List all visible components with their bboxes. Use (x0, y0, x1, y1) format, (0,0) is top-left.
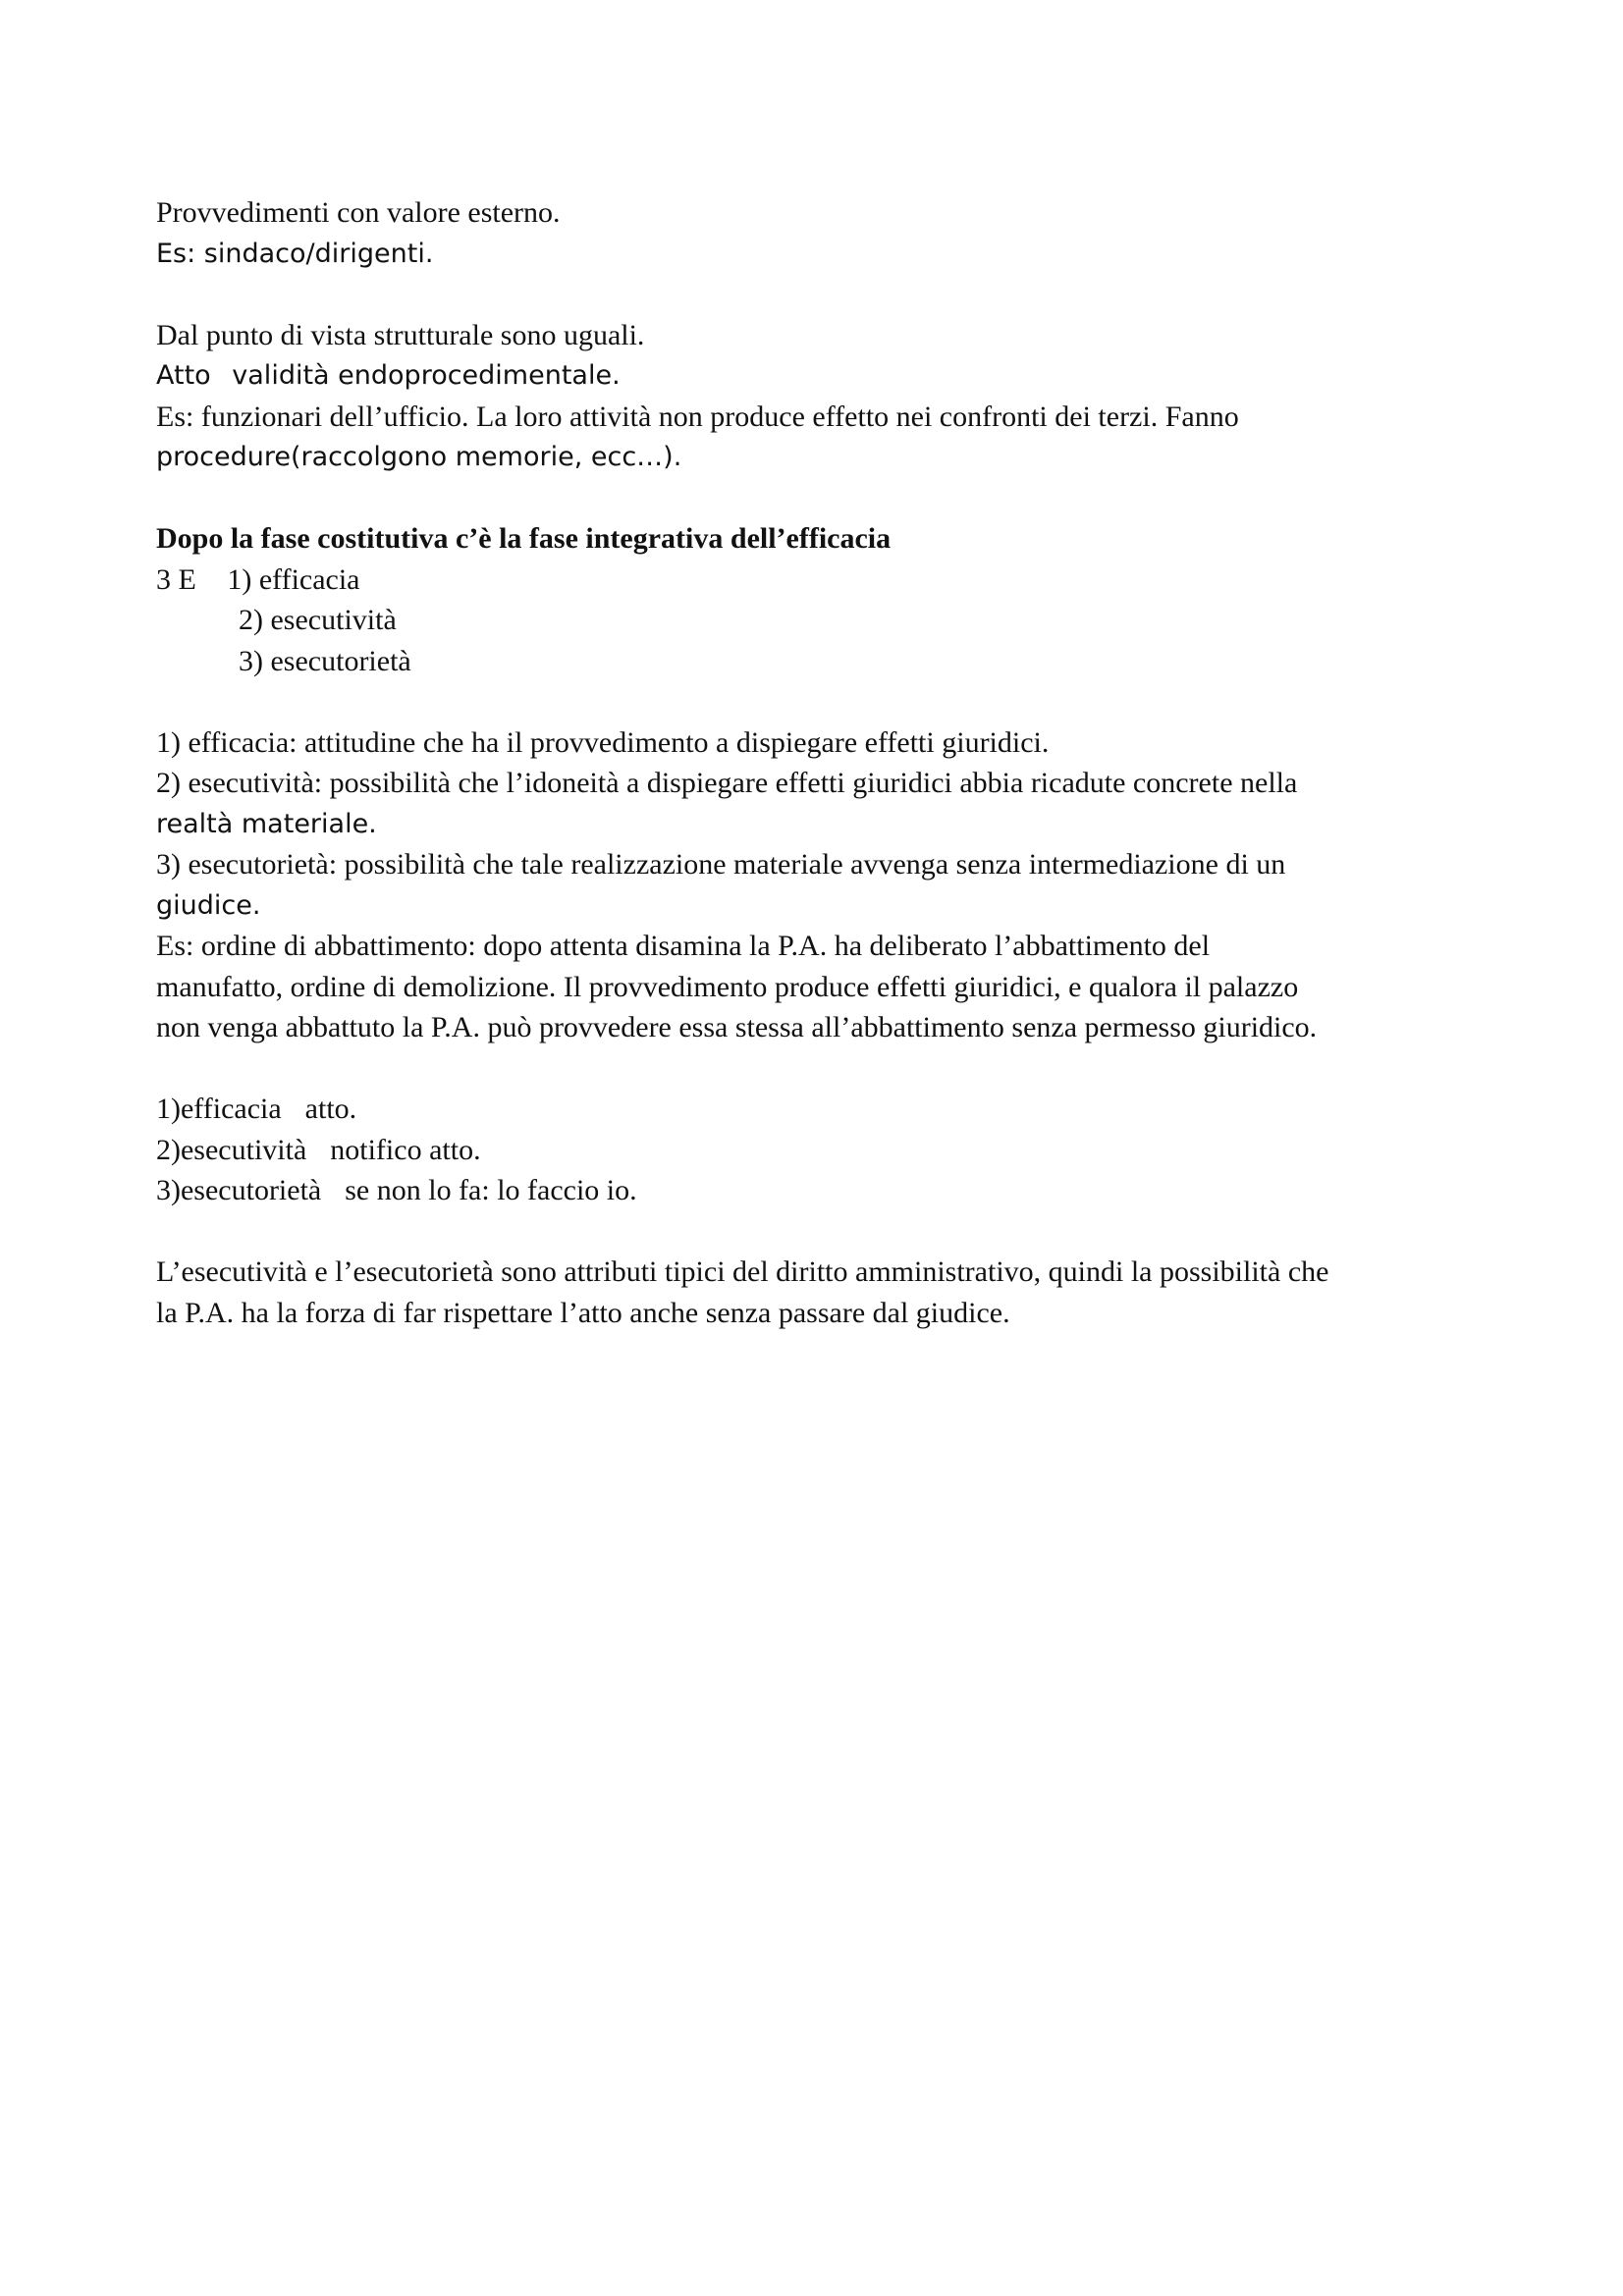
text-line: 2) esecutività: possibilità che l’idoneità a dispiegare effetti giuridici abbia ricadute concrete nella (156, 767, 1298, 799)
text-line: 3) esecutorietà: possibilità che tale realizzazione materiale avvenga senza intermediazione di un (156, 848, 1286, 881)
section-heading: Dopo la fase costitutiva c’è la fase integrativa dell’efficacia (156, 522, 892, 555)
text-line: procedure(raccolgono memorie, ecc…). (156, 442, 682, 472)
list-item: 2) esecutività (239, 604, 397, 636)
text-line: L’esecutività e l’esecutorietà sono attributi tipici del diritto amministrativo, quindi la possibilità che (156, 1255, 1329, 1288)
paragraph-gap (156, 478, 1482, 519)
text-line: 1) efficacia: attitudine che ha il provvedimento a dispiegare effetti giuridici. (156, 725, 1050, 759)
list-item: 3) esecutorietà (239, 644, 411, 677)
text-line: la P.A. ha la forza di far rispettare l’atto anche senza passare dal giudice. (156, 1296, 1010, 1329)
paragraph-gap (156, 681, 1482, 722)
text-line: Es: ordine di abbattimento: dopo attenta disamina la P.A. ha deliberato l’abbattimento del (156, 930, 1211, 962)
text-line: Attovalidità endoprocedimentale. (156, 360, 621, 391)
text-line: giudice. (156, 889, 261, 921)
document-body (156, 192, 1482, 1333)
paragraph-gap (156, 1048, 1482, 1090)
text-line: 3 E 1) efficacia (156, 562, 360, 596)
paragraph-gap (156, 1211, 1482, 1253)
text-line: manufatto, ordine di demolizione. Il provvedimento produce effetti giuridici, e qualora il palazzo (156, 970, 1299, 1003)
text-line: 2)esecutivitànotifico atto. (156, 1133, 481, 1166)
text-line: Es: sindaco/dirigenti. (156, 238, 434, 269)
text-line: Dal punto di vista strutturale sono uguali. (156, 318, 645, 351)
text-line: realtà materiale. (156, 808, 377, 839)
paragraph-gap (156, 274, 1482, 315)
text-line: 1)efficaciaatto. (156, 1093, 357, 1125)
text-line: non venga abbattuto la P.A. può provvedere essa stessa all’abbattimento senza permesso giuridico. (156, 1011, 1318, 1043)
text-line: Es: funzionari dell’ufficio. La loro attività non produce effetto nei confronti dei terzi. Fanno (156, 400, 1239, 433)
text-line: Provvedimenti con valore esterno. (156, 196, 561, 229)
text-line: 3)esecutorietàse non lo fa: lo faccio io. (156, 1174, 637, 1206)
